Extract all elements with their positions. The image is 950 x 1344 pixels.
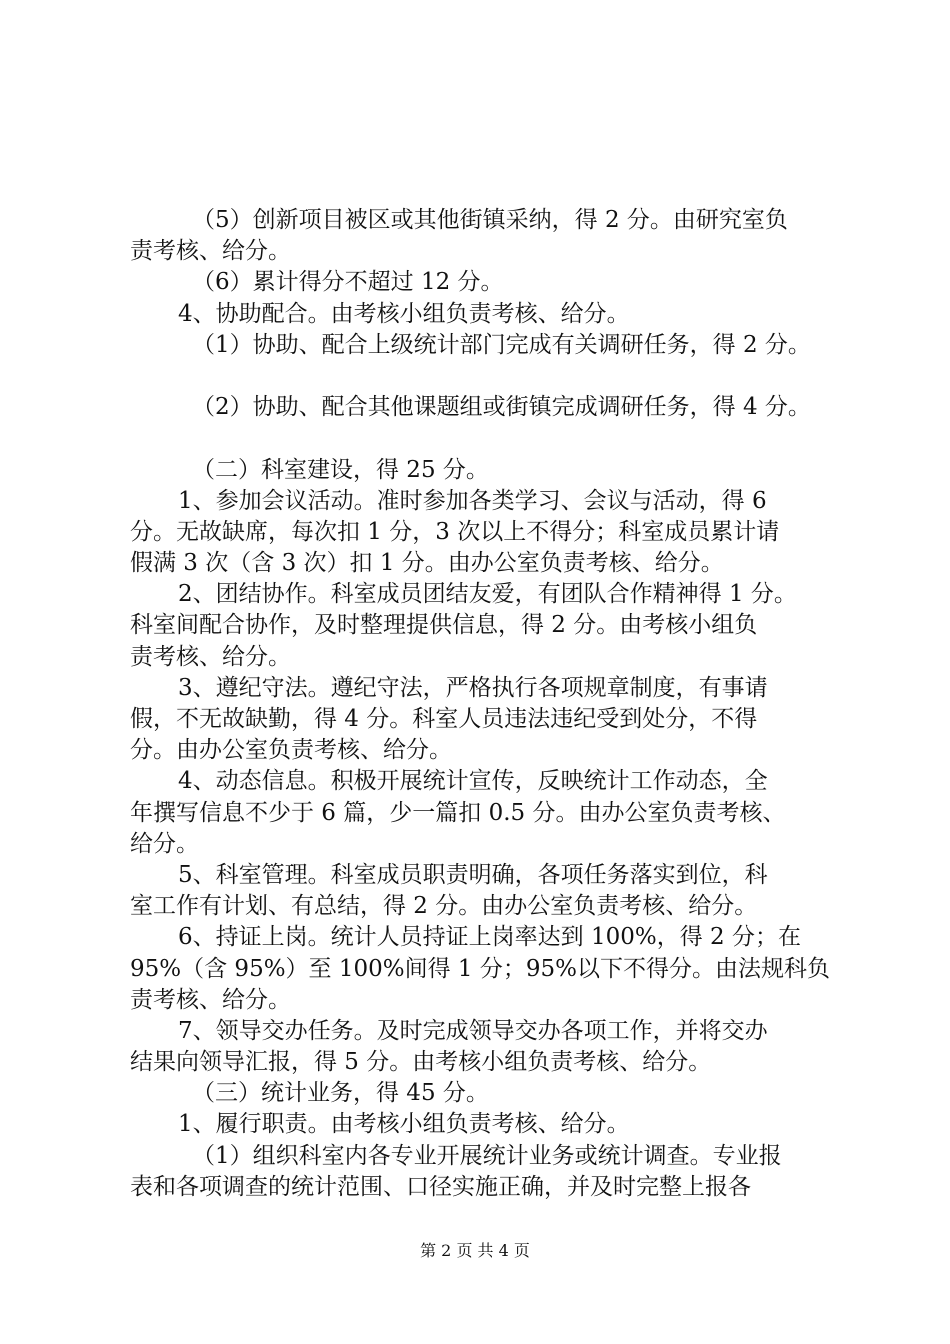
text-line: 假满 3 次（含 3 次）扣 1 分。由办公室负责考核、给分。 [130,550,724,577]
text-line: 95%（含 95%）至 100%间得 1 分；95%以下不得分。由法规科负 [130,955,830,982]
text-line: 给分。 [130,830,199,857]
text-line: （二）科室建设，得 25 分。 [192,456,489,483]
text-line: 责考核、给分。 [130,643,291,670]
text-line: 7、领导交办任务。及时完成领导交办各项工作，并将交办 [178,1017,768,1044]
text-line: （1）协助、配合上级统计部门完成有关调研任务，得 2 分。 [192,331,811,358]
page-footer: 第 2 页 共 4 页 [420,1241,530,1260]
blank-line [130,361,840,392]
text-line: （三）统计业务，得 45 分。 [192,1080,489,1107]
blank-line [130,423,840,454]
text-line: 室工作有计划、有总结，得 2 分。由办公室负责考核、给分。 [130,893,758,920]
text-line: 年撰写信息不少于 6 篇，少一篇扣 0.5 分。由办公室负责考核、 [130,799,786,826]
text-line: 1、参加会议活动。准时参加各类学习、会议与活动，得 6 [178,487,767,514]
text-line: 假，不无故缺勤，得 4 分。科室人员违法违纪受到处分，不得 [130,706,758,732]
text-line: 分。由办公室负责考核、给分。 [130,737,452,764]
text-line: 3、遵纪守法。遵纪守法，严格执行各项规章制度，有事请 [178,674,768,701]
text-line: 6、持证上岗。统计人员持证上岗率达到 100%，得 2 分；在 [178,924,801,951]
text-line: 4、协助配合。由考核小组负责考核、给分。 [178,300,630,327]
text-line: 结果向领导汇报，得 5 分。由考核小组负责考核、给分。 [130,1049,712,1076]
text-line: （5）创新项目被区或其他街镇采纳，得 2 分。由研究室负 [192,207,788,233]
text-line: （2）协助、配合其他课题组或街镇完成调研任务，得 4 分。 [192,394,811,421]
text-line: 责考核、给分。 [130,986,291,1013]
document-body [130,205,840,1203]
text-line: （1）组织科室内各专业开展统计业务或统计调查。专业报 [192,1142,782,1169]
text-line: 分。无故缺席，每次扣 1 分，3 次以上不得分；科室成员累计请 [130,518,780,545]
text-line: 科室间配合协作，及时整理提供信息，得 2 分。由考核小组负 [130,612,758,639]
text-line: 4、动态信息。积极开展统计宣传，反映统计工作动态，全 [178,768,768,795]
text-line: 5、科室管理。科室成员职责明确，各项任务落实到位，科 [178,861,768,888]
text-line: 2、团结协作。科室成员团结友爱，有团队合作精神得 1 分。 [178,581,797,608]
text-line: （6）累计得分不超过 12 分。 [192,269,504,296]
text-line: 责考核、给分。 [130,238,291,265]
text-line: 1、履行职责。由考核小组负责考核、给分。 [178,1111,630,1138]
text-line: 表和各项调查的统计范围、口径实施正确，并及时完整上报各 [130,1173,751,1200]
